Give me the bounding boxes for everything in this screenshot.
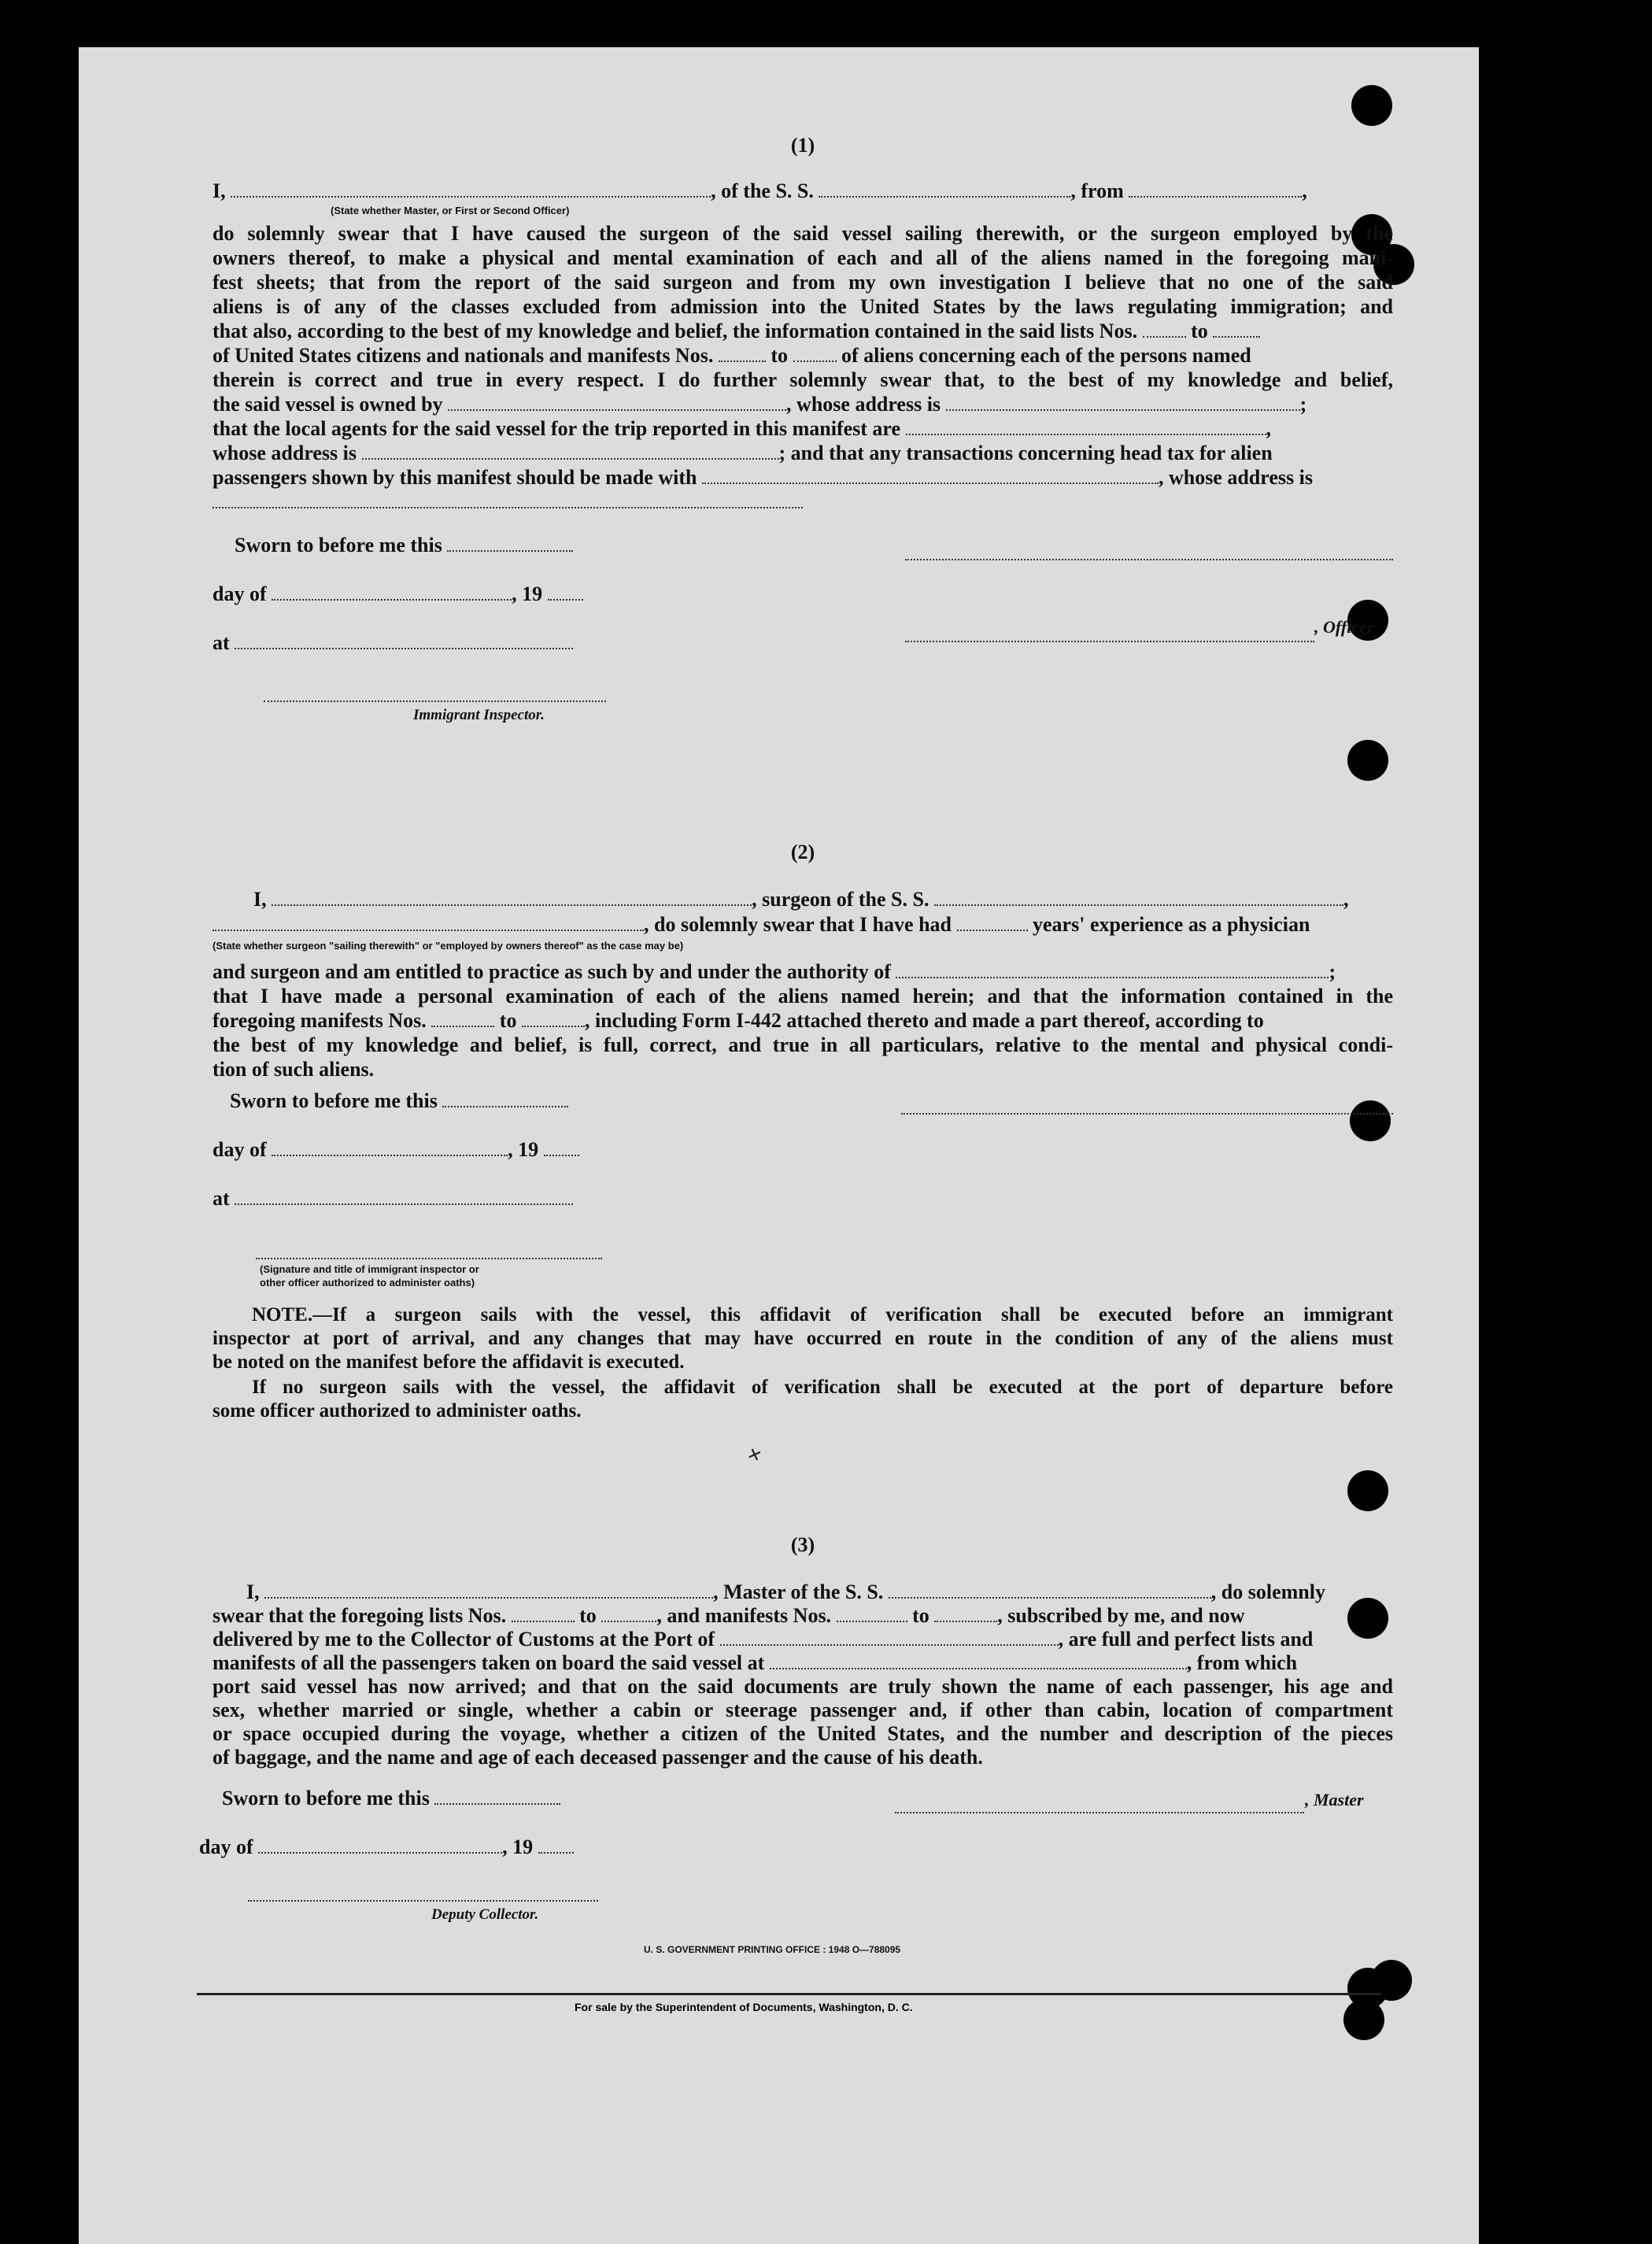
note-line: some officer authorized to administer oaths.	[213, 1400, 582, 1421]
day-of-line: day of , 19	[199, 1835, 750, 1859]
section-1-para-line: the said vessel is owned by , whose address is ;	[213, 393, 1307, 416]
master-lists-to-field[interactable]	[601, 1605, 656, 1622]
surgeon-status-field[interactable]	[213, 914, 644, 931]
officer-signature-field[interactable]	[905, 639, 1314, 642]
section-1-para-line: whose address is ; and that any transactions concerning head tax for alien	[213, 442, 1273, 464]
section-1-para-line: fest sheets; that from the report of the said surgeon and from my own investigation I believe that no one of the said	[213, 271, 1393, 294]
footer-rule	[197, 1993, 1381, 1995]
punch-hole	[1347, 740, 1388, 781]
local-agents-field[interactable]	[906, 418, 1266, 435]
day-of-line: day of , 19	[213, 582, 763, 606]
master-signature-field[interactable]	[895, 1810, 1304, 1813]
form-sheet	[79, 47, 1479, 2244]
section-2-para-line: that I have made a personal examination of each of the aliens named herein; and that the information contained in the	[213, 985, 1393, 1007]
section-1-para-line: do solemnly swear that I have caused the surgeon of the said vessel sailing therewith, or the surgeon employed by the	[213, 222, 1393, 245]
section-1-para-line: of United States citizens and nationals and manifests Nos. to of aliens concerning each of the persons named	[213, 344, 1251, 367]
section-2-line-1: I, , surgeon of the S. S. ,	[253, 888, 1349, 911]
section-1-para-line: therein is correct and true in every respect. I do further solemnly swear that, to the best of my knowledge and belief,	[213, 368, 1393, 391]
signature-note: (Signature and title of immigrant inspector or	[260, 1263, 479, 1275]
section-2-para-line: tion of such aliens.	[213, 1058, 375, 1081]
section-3-line-1: I, , Master of the S. S. , do solemnly	[246, 1580, 1325, 1603]
surgeon-manifests-from-field[interactable]	[431, 1010, 494, 1027]
day-of-field[interactable]	[272, 583, 512, 601]
punch-hole	[1350, 1100, 1391, 1141]
surgeon-name-field[interactable]	[272, 889, 752, 906]
sworn-line: Sworn to before me this	[230, 1089, 781, 1113]
section-2-para-line: and surgeon and am entitled to practice as such by and under the authority of ;	[213, 960, 1336, 983]
surgeon-status-note: (State whether surgeon "sailing therewith" or "employed by owners thereof" as the case may be)	[213, 940, 684, 952]
owner-field[interactable]	[448, 394, 786, 411]
manifests-from-field[interactable]	[719, 345, 766, 362]
section-2-para-line: the best of my knowledge and belief, is full, correct, and true in all particulars, relative to the mental and physical condi-	[213, 1033, 1393, 1056]
master-ship-field[interactable]	[889, 1581, 1211, 1599]
section-1-para-line: that the local agents for the said vessel for the trip reported in this manifest are ,	[213, 417, 1272, 440]
section-3-para-line: or space occupied during the voyage, whether a citizen of the United States, and the number and description of the pieces	[213, 1722, 1393, 1745]
lists-to-field[interactable]	[1213, 320, 1260, 338]
signature-note: other officer authorized to administer oaths)	[260, 1277, 475, 1288]
note-line: inspector at port of arrival, and any changes that may have occurred en route in the condition of any of the aliens must	[213, 1328, 1393, 1349]
section-2-line-2: , do solemnly swear that I have had years' experience as a physician	[213, 913, 1393, 937]
year-field[interactable]	[544, 1139, 579, 1156]
punch-hole	[1343, 1999, 1384, 2040]
owner-address-field[interactable]	[946, 394, 1300, 411]
embark-port-field[interactable]	[770, 1652, 1187, 1669]
ship-name-field[interactable]	[819, 180, 1070, 198]
year-field[interactable]	[548, 583, 583, 601]
section-3-para-line: delivered by me to the Collector of Customs at the Port of , are full and perfect lists and	[213, 1628, 1314, 1651]
sworn-date-field[interactable]	[442, 1090, 568, 1107]
section-1-para-line: owners thereof, to make a physical and mental examination of each and all of the aliens named in the foregoing mani-	[213, 246, 1393, 269]
port-field[interactable]	[1129, 180, 1302, 198]
note-line: be noted on the manifest before the affidavit is executed.	[213, 1351, 685, 1373]
section-1-line-1: I, , of the S. S. , from ,	[213, 179, 1307, 202]
footer-sale-line: For sale by the Superintendent of Documents, Washington, D. C.	[575, 2001, 913, 2013]
sworn-date-field[interactable]	[434, 1787, 560, 1805]
section-3-para-line: manifests of all the passengers taken on board the said vessel at , from which	[213, 1651, 1298, 1674]
surgeon-signature-field[interactable]	[901, 1111, 1393, 1115]
note-line: NOTE.—If a surgeon sails with the vessel, this affidavit of verification shall be executed before an immigrant	[252, 1304, 1393, 1325]
x-mark: ×	[744, 1440, 766, 1470]
master-name-field[interactable]	[264, 1581, 713, 1599]
sworn-line: Sworn to before me this	[235, 534, 785, 557]
section-1-para-line: passengers shown by this manifest should be made with , whose address is	[213, 466, 1313, 489]
printing-office-line: U. S. GOVERNMENT PRINTING OFFICE : 1948 O—788095	[644, 1944, 901, 1955]
sworn-date-field[interactable]	[447, 534, 573, 552]
inspector-signature-field[interactable]	[264, 699, 606, 702]
section-3-number: (3)	[790, 1533, 815, 1556]
officer-signature-top-field[interactable]	[905, 557, 1393, 560]
day-of-field[interactable]	[258, 1836, 502, 1854]
at-line: at	[213, 631, 763, 655]
immigrant-inspector-label: Immigrant Inspector.	[413, 707, 545, 723]
section-2-number: (2)	[790, 841, 815, 863]
punch-hole	[1351, 85, 1392, 126]
inspector-signature-field[interactable]	[256, 1256, 602, 1259]
place-field[interactable]	[235, 1188, 573, 1205]
master-label: , Master	[1305, 1790, 1364, 1810]
punch-hole	[1347, 1470, 1388, 1511]
master-manifests-to-field[interactable]	[934, 1605, 997, 1622]
lists-from-field[interactable]	[1143, 320, 1186, 338]
name-field[interactable]	[231, 180, 711, 198]
section-1-number: (1)	[790, 134, 815, 157]
manifests-to-field[interactable]	[793, 345, 837, 362]
officer-label: , Officer	[1314, 617, 1374, 637]
place-field[interactable]	[235, 632, 573, 649]
rank-note: (State whether Master, or First or Second Officer)	[331, 205, 570, 216]
section-2-para-line: foregoing manifests Nos. to , including Form I-442 attached thereto and made a part thereof, according to	[213, 1009, 1264, 1032]
agents-address-field[interactable]	[362, 442, 779, 460]
section-3-para-line: swear that the foregoing lists Nos. to , and manifests Nos. to , subscribed by me, and now	[213, 1604, 1245, 1627]
year-field[interactable]	[538, 1836, 574, 1854]
sworn-line: Sworn to before me this	[222, 1787, 773, 1810]
surgeon-manifests-to-field[interactable]	[522, 1010, 585, 1027]
section-3-para-line: port said vessel has now arrived; and that on the said documents are truly shown the name of each passenger, his age and	[213, 1675, 1393, 1698]
section-1-para-line: aliens is of any of the classes excluded from admission into the United States by the laws regulating immigration; and	[213, 295, 1393, 318]
deputy-collector-label: Deputy Collector.	[431, 1906, 539, 1923]
head-tax-contact-field[interactable]	[702, 467, 1159, 484]
section-3-para-line: of baggage, and the name and age of each deceased passenger and the cause of his death.	[213, 1746, 983, 1769]
at-line: at	[213, 1187, 763, 1211]
collector-port-field[interactable]	[720, 1628, 1059, 1646]
section-1-para-line: that also, according to the best of my knowledge and belief, the information contained in the said lists Nos. to	[213, 320, 1393, 343]
head-tax-address-field[interactable]	[213, 505, 803, 508]
note-line: If no surgeon sails with the vessel, the affidavit of verification shall be executed at the port of departure before	[252, 1377, 1393, 1398]
years-experience-field[interactable]	[957, 914, 1028, 931]
master-manifests-from-field[interactable]	[837, 1605, 907, 1622]
collector-signature-field[interactable]	[248, 1898, 598, 1902]
surgeon-ship-field[interactable]	[934, 889, 1343, 906]
master-lists-from-field[interactable]	[512, 1605, 575, 1622]
day-of-line: day of , 19	[213, 1138, 763, 1162]
day-of-field[interactable]	[272, 1139, 508, 1156]
authority-field[interactable]	[896, 961, 1329, 978]
section-3-para-line: sex, whether married or single, whether a cabin or steerage passenger and, if other than cabin, location of compartment	[213, 1699, 1393, 1721]
